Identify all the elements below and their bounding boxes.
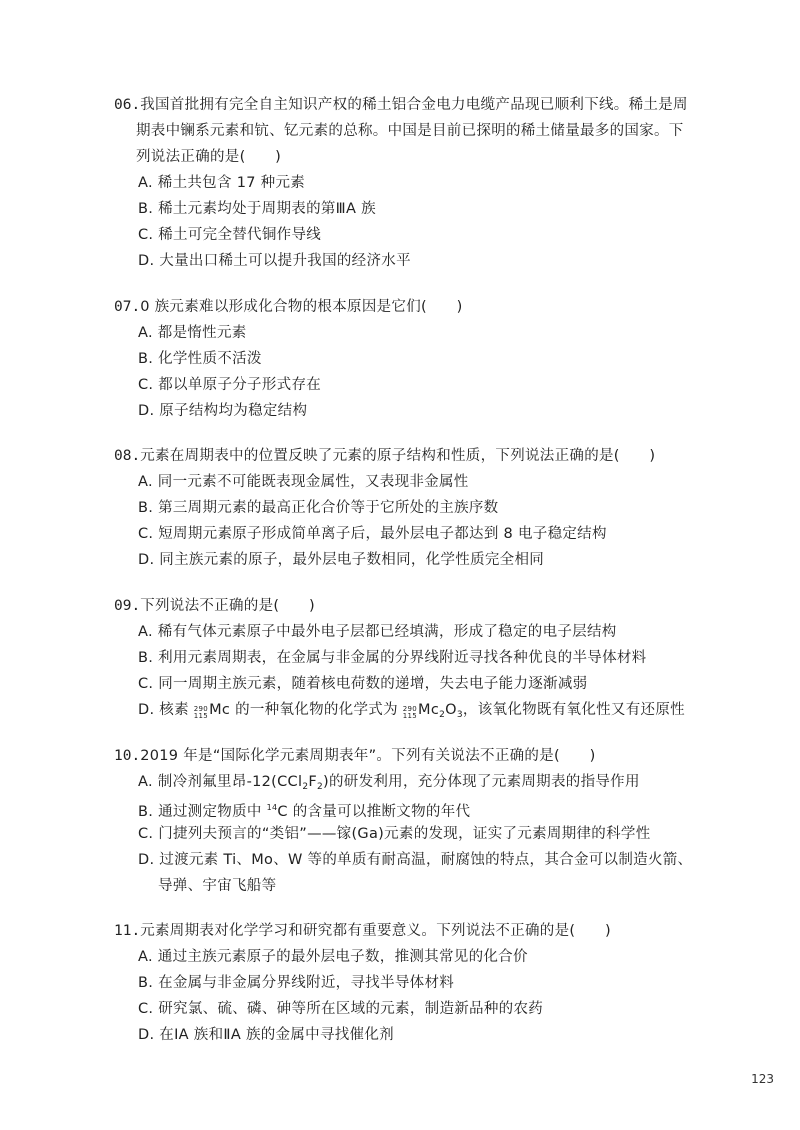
question-stem: 07.0 族元素难以形成化合物的根本原因是它们( ) — [114, 299, 463, 315]
question-10 — [114, 743, 714, 899]
option-d: D. 在ⅠA 族和ⅡA 族的金属中寻找催化剂 — [138, 1027, 394, 1043]
option-c: C. 门捷列夫预言的“类铝”——镓(Ga)元素的发现，证实了元素周期律的科学性 — [138, 826, 651, 842]
question-stem: 11.元素周期表对化学学习和研究都有重要意义。下列说法不正确的是( ) — [114, 923, 611, 939]
option-d: D. 同主族元素的原子，最外层电子数相同，化学性质完全相同 — [138, 552, 545, 568]
option-b: B. 通过测定物质中 $^{14}$C 的含量可以推断文物的年代 — [138, 803, 471, 820]
option-a: A. 同一元素不可能既表现金属性，又表现非金属性 — [138, 474, 469, 490]
question-stem: 09.下列说法不正确的是( ) — [114, 598, 315, 614]
question-07 — [114, 294, 714, 424]
question-number: 08. — [114, 448, 141, 464]
question-09 — [114, 593, 714, 723]
question-11 — [114, 918, 714, 1048]
nuclide-notation: 290 115 — [193, 705, 209, 720]
option-b: B. 在金属与非金属分界线附近，寻找半导体材料 — [138, 975, 455, 991]
option-b: B. 利用元素周期表，在金属与非金属的分界线附近寻找各种优良的半导体材料 — [138, 650, 647, 666]
option-a: A. 稀土共包含 17 种元素 — [138, 175, 306, 191]
option-d: D. 过渡元素 Ti、Mo、W 等的单质有耐高温，耐腐蚀的特点，其合金可以制造火箭、 — [138, 852, 693, 868]
option-a: A. 稀有气体元素原子中最外电子层都已经填满，形成了稳定的电子层结构 — [138, 624, 617, 640]
question-06 — [114, 92, 714, 274]
question-stem: 08.元素在周期表中的位置反映了元素的原子结构和性质，下列说法正确的是( ) — [114, 448, 656, 464]
question-number: 10. — [114, 748, 141, 764]
question-number: 07. — [114, 299, 141, 315]
option-c: C. 都以单原子分子形式存在 — [138, 377, 322, 393]
option-d-cont: 导弹、宇宙飞船等 — [158, 878, 277, 894]
question-number: 09. — [114, 598, 141, 614]
option-b: B. 化学性质不活泼 — [138, 351, 262, 367]
option-c: C. 同一周期主族元素，随着核电荷数的递增，失去电子能力逐渐减弱 — [138, 676, 588, 692]
option-d: D. 大量出口稀土可以提升我国的经济水平 — [138, 253, 411, 269]
question-stem: 06.我国首批拥有完全自主知识产权的稀土铝合金电力电缆产品现已顺利下线。稀土是周 — [114, 97, 688, 113]
question-08 — [114, 443, 714, 573]
question-number: 11. — [114, 923, 141, 939]
option-b: B. 第三周期元素的最高正化合价等于它所处的主族序数 — [138, 500, 499, 516]
page-number: 123 — [751, 1072, 774, 1086]
question-number: 06. — [114, 97, 141, 113]
question-stem-cont: 期表中镧系元素和钪、钇元素的总称。中国是目前已探明的稀土储量最多的国家。下 — [136, 123, 684, 139]
option-a: A. 都是惰性元素 — [138, 325, 247, 341]
oxide-nuclide-notation: 290 115 — [402, 705, 418, 720]
question-stem: 10.2019 年是“国际化学元素周期表年”。下列有关说法不正确的是( ) — [114, 748, 596, 764]
question-stem-cont: 列说法正确的是( ) — [136, 149, 282, 165]
option-c: C. 短周期元素原子形成简单离子后，最外层电子都达到 8 电子稳定结构 — [138, 526, 607, 542]
option-c: C. 稀土可完全替代铜作导线 — [138, 227, 322, 243]
option-d: D. 原子结构均为稳定结构 — [138, 403, 308, 419]
option-c: C. 研究氯、硫、磷、砷等所在区域的元素，制造新品种的农药 — [138, 1001, 544, 1017]
option-b: B. 稀土元素均处于周期表的第ⅢA 族 — [138, 201, 376, 217]
option-a: A. 制冷剂氟里昂$-12(CCl_2F_2)$的研发利用，充分体现了元素周期表的指导作用 — [138, 774, 640, 792]
option-d: D. 核素 290 115 Mc 的一种氧化物的化学式为 290 115 $Mc_2O_3$，该氧化物既有氧化性又有还原性 — [138, 702, 685, 720]
option-a: A. 通过主族元素原子的最外层电子数，推测其常见的化合价 — [138, 949, 528, 965]
